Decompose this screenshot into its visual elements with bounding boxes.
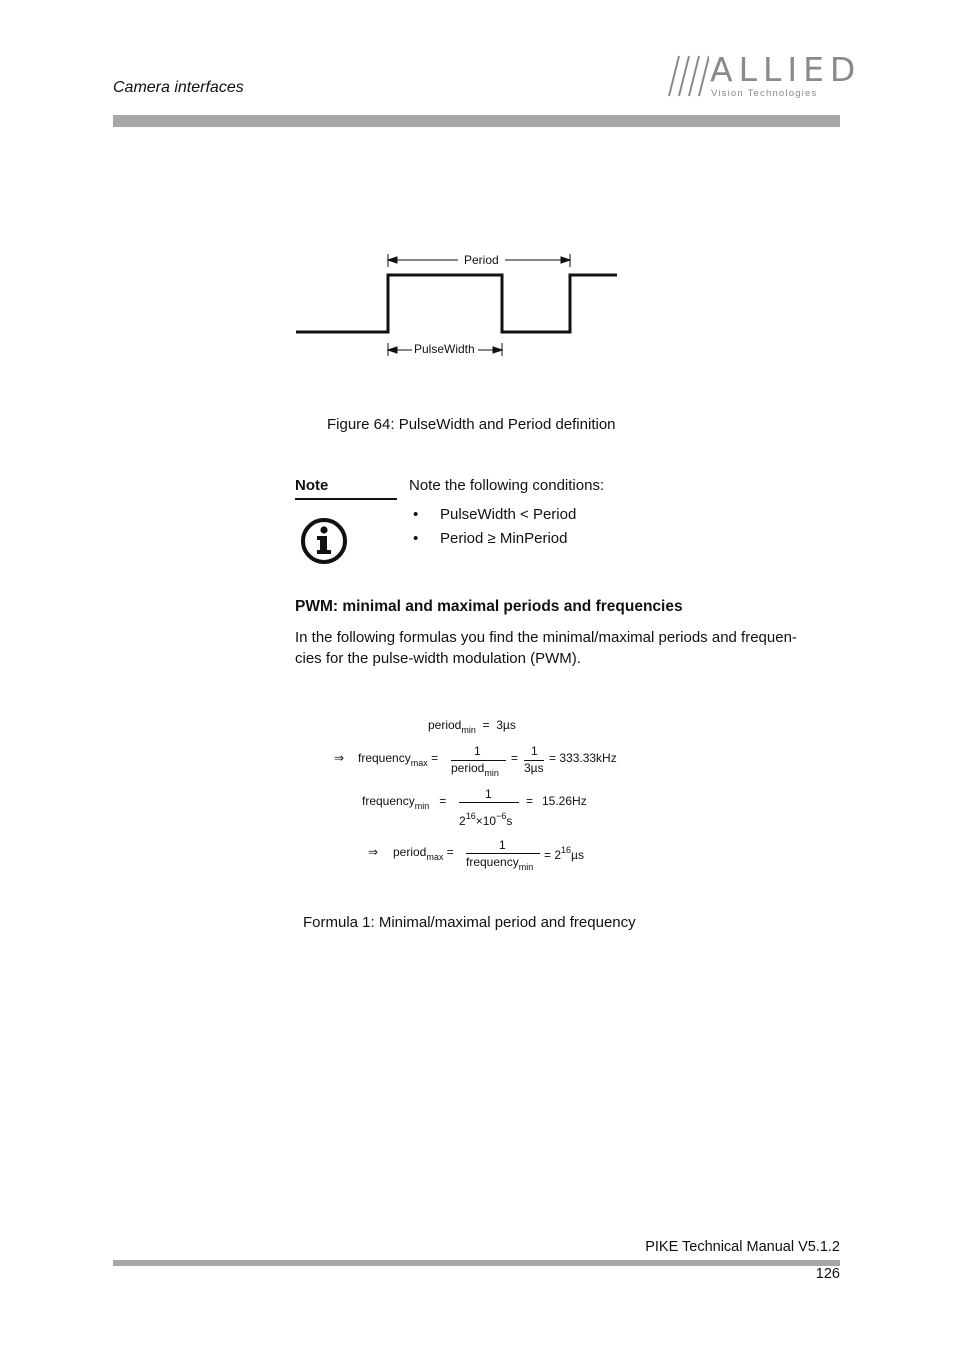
fraction-bar — [459, 802, 519, 803]
section-heading: PWM: minimal and maximal periods and frequencies — [295, 598, 683, 615]
footer-doc-title: PIKE Technical Manual V5.1.2 — [645, 1239, 840, 1255]
logo-subtitle: Vision Technologies — [711, 88, 818, 99]
section-body: In the following formulas you find the minimal/maximal periods and frequen- cies for the pulse-width modulation (PWM). — [295, 629, 797, 667]
equals-sign: = — [511, 751, 519, 765]
header-section-title: Camera interfaces — [113, 79, 244, 96]
fraction-numerator: 1 — [474, 744, 481, 758]
fraction-numerator: 1 — [499, 838, 506, 852]
pulse-diagram — [290, 245, 625, 365]
pulsewidth-label: PulseWidth — [414, 342, 475, 356]
fraction-bar — [466, 853, 540, 854]
period-label: Period — [464, 253, 499, 267]
bullet-glyph: • — [413, 506, 419, 523]
frequency-max-value: = 333.33kHz — [549, 751, 617, 765]
implies-symbol: ⇒ — [368, 845, 379, 859]
page-number: 126 — [815, 1266, 840, 1282]
pulse-waveform — [296, 275, 617, 332]
fraction-numerator: 1 — [485, 787, 492, 801]
fraction-denominator: period$_{min}$ — [451, 761, 499, 778]
bullet-glyph: • — [413, 530, 419, 547]
frequency-min-value: 15.26Hz — [542, 794, 587, 808]
info-icon — [300, 517, 348, 565]
allied-logo — [665, 50, 862, 102]
fraction-denominator: $2^{16}\times 10^{-6}s$ — [459, 811, 513, 828]
note-item-text: Period ≥ MinPeriod — [440, 530, 568, 547]
header-divider — [113, 115, 840, 127]
note-intro: Note the following conditions: — [409, 477, 605, 494]
formula-frequency-max-lhs: frequency$_{max}$ = — [358, 751, 439, 768]
note-underline — [295, 498, 397, 500]
equals-sign: = — [526, 794, 534, 808]
formula-period-max-lhs: period$_{max}$ = — [393, 845, 454, 862]
period-max-value: = $2^{16}\mu s$ — [544, 845, 584, 862]
formula-period-min: period$_{min}$ = 3µs — [428, 718, 516, 735]
formula-caption: Formula 1: Minimal/maximal period and frequency — [303, 914, 636, 931]
logo-word: ALLIED — [710, 50, 862, 89]
note-item-text: PulseWidth < Period — [440, 506, 577, 523]
note-label: Note — [295, 477, 329, 494]
logo-slashes-icon — [665, 54, 709, 98]
implies-symbol: ⇒ — [334, 751, 345, 765]
fraction-denominator: frequency$_{min}$ — [466, 855, 534, 872]
fraction-denominator: 3µs — [524, 761, 544, 775]
footer-divider — [113, 1260, 840, 1266]
fraction-numerator: 1 — [531, 744, 538, 758]
figure-caption: Figure 64: PulseWidth and Period definition — [327, 416, 616, 433]
formula-frequency-min-lhs: frequency$_{min}$ = — [362, 794, 447, 811]
